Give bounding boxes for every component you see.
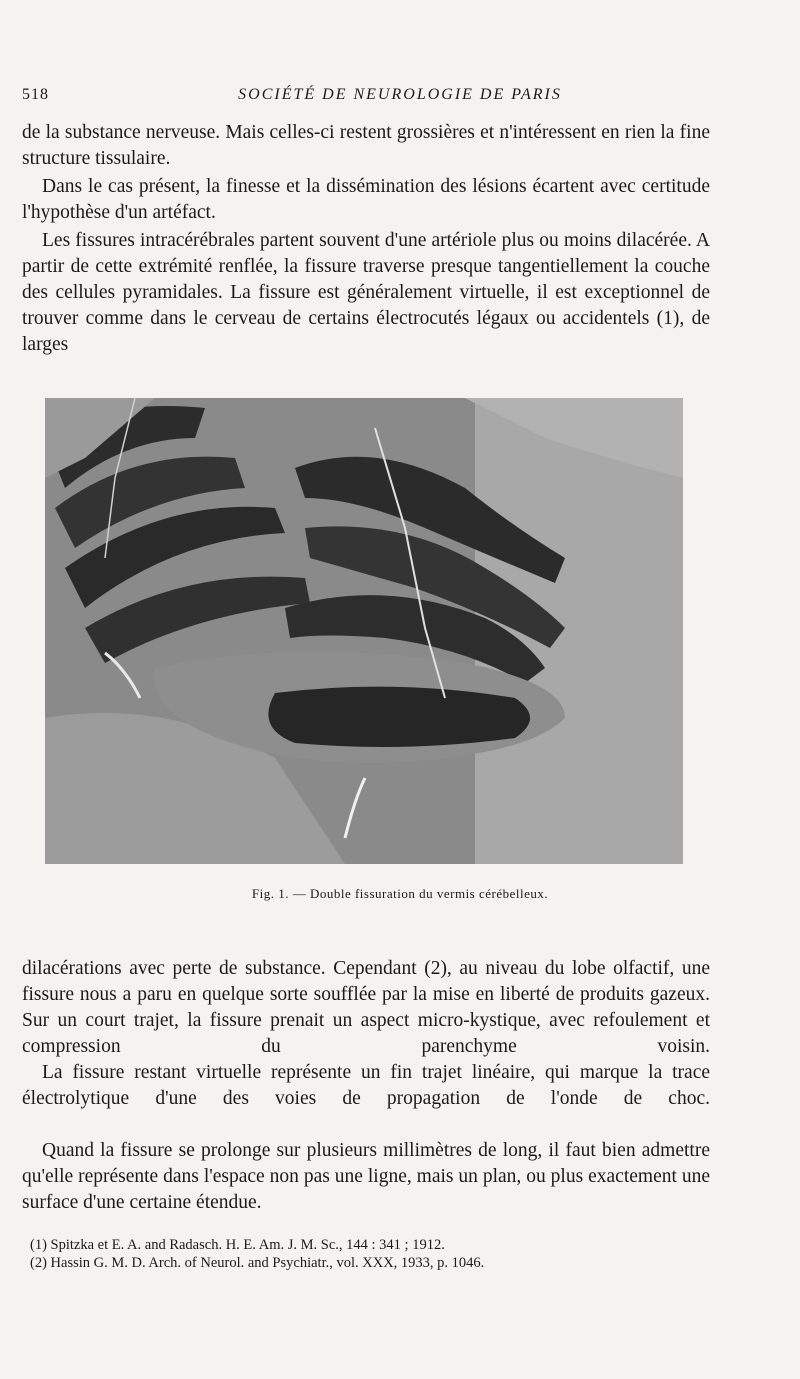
page-number: 518	[22, 86, 49, 103]
paragraph-1: de la substance nerveuse. Mais celles-ci restent grossières et n'intéressent en rien la fine structure tissulaire.	[22, 122, 710, 169]
footnote-2: (2) Hassin G. M. D. Arch. of Neurol. and Psychiatr., vol. XXX, 1933, p. 1046.	[30, 1255, 485, 1271]
running-title: SOCIÉTÉ DE NEUROLOGIE DE PARIS	[238, 86, 562, 103]
paragraph-4: dilacérations avec perte de substance. Cependant (2), au niveau du lobe olfactif, une fissure nous a paru en quelque sorte soufflée par la mise en liberté de produits gazeux. Sur un court trajet, la fissure prenait un aspect micro-kystique, avec refoulement et compression du parenchyme voisin.	[22, 958, 710, 1057]
page-header	[22, 86, 778, 110]
figure-micrograph	[45, 398, 683, 864]
footnote-1: (1) Spitzka et E. A. and Radasch. H. E. Am. J. M. Sc., 144 : 341 ; 1912.	[30, 1237, 445, 1253]
paragraph-3: Les fissures intracérébrales partent souvent d'une artériole plus ou moins dilacérée. A partir de cette extrémité renflée, la fissure traverse presque tangentiellement la couche des cellules pyramidales. La fissure est généralement virtuelle, il est exceptionnel de trouver comme dans le cerveau de certains électrocutés légaux ou accidentels (1), de larges	[22, 230, 710, 355]
footnotes	[30, 1236, 710, 1272]
paragraph-5: La fissure restant virtuelle représente un fin trajet linéaire, qui marque la trace électrolytique d'une des voies de propagation de l'onde de choc.	[22, 1062, 710, 1109]
micrograph-image	[45, 398, 683, 864]
paragraph-6: Quand la fissure se prolonge sur plusieurs millimètres de long, il faut bien admettre qu'elle représente dans l'espace non pas une ligne, mais un plan, ou plus exactement une surface d'une certaine étendue.	[22, 1140, 710, 1213]
paragraph-2: Dans le cas présent, la finesse et la dissémination des lésions écartent avec certitude l'hypothèse d'un artéfact.	[22, 176, 710, 223]
figure-caption: Fig. 1. — Double fissuration du vermis cérébelleux.	[251, 886, 549, 901]
